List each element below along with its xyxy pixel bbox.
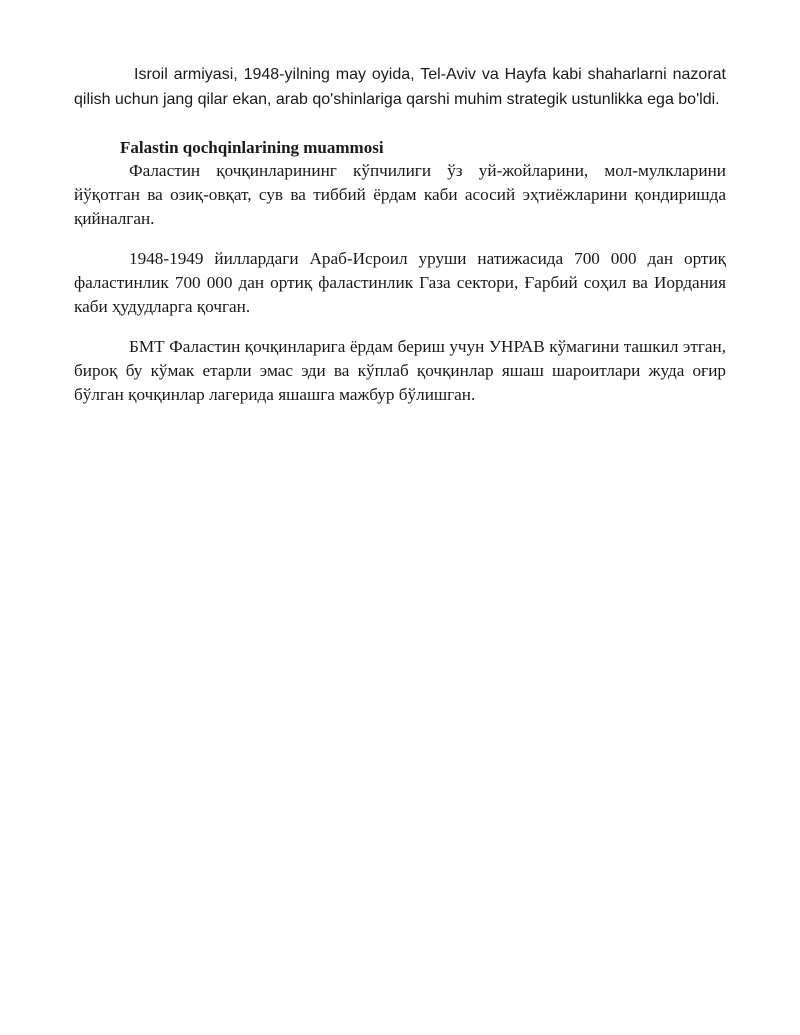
paragraph-unrwa: БМТ Фаластин қочқинларига ёрдам бериш учун УНРАВ кўмагини ташкил этган, бироқ бу кўмак етарли эмас эди ва кўплаб қочқинлар яшаш шароитлари жуда оғир бўлган қочқинлар лагерида яшашга мажбур бўлишган. — [74, 337, 726, 404]
intro-paragraph: Isroil armiyasi, 1948-yilning may oyida, Tel-Aviv va Hayfa kabi shaharlarni nazorat qilish uchun jang qilar ekan, arab qo'shinlariga qarshi muhim strategik ustunlikka ega bo'ldi. — [74, 66, 726, 108]
document-page — [74, 62, 726, 407]
paragraph-war-displacement: 1948-1949 йиллардаги Араб-Исроил уруши натижасида 700 000 дан ортиқ фаластинлик 700 000 дан ортиқ фаластинлик Газа сектори, Ғарбий соҳил ва Иордания каби ҳудудларга қочган. — [74, 249, 726, 316]
paragraph-refugee-needs: Фаластин қочқинларининг кўпчилиги ўз уй-жойларини, мол-мулкларини йўқотган ва озиқ-овқат, сув ва тиббий ёрдам каби асосий эҳтиёжларини қондиришда қийналган. — [74, 161, 726, 228]
section-heading: Falastin qochqinlarining muammosi — [120, 138, 384, 157]
